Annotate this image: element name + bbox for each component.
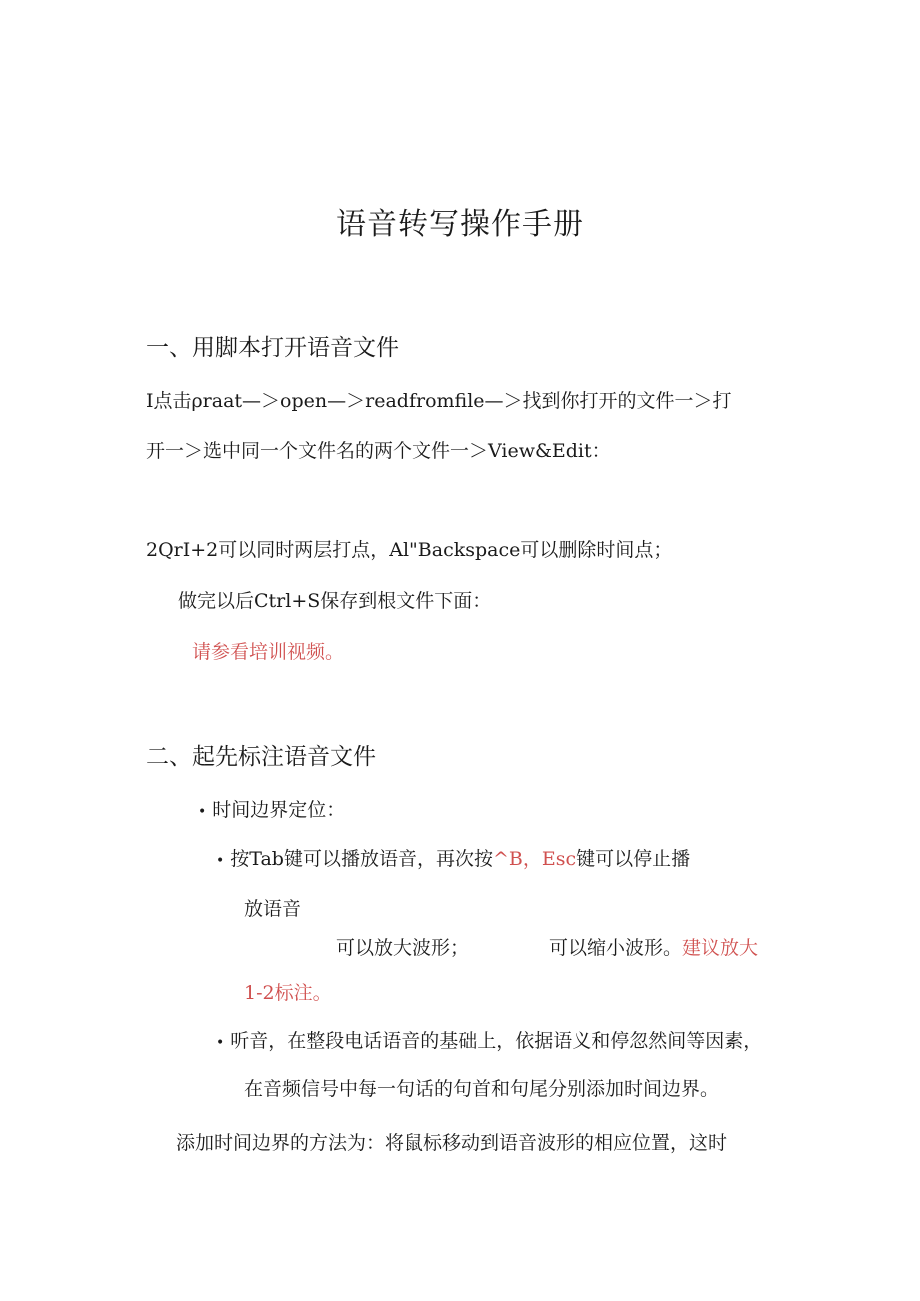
section1-note: 请参看培训视频。	[192, 641, 345, 663]
playback-continuation: 放语音	[244, 898, 302, 920]
section1-line1: I点击ρraat—＞open—＞readfromfile—＞找到你打开的文件一＞打	[146, 390, 732, 412]
section1-line4: 做完以后Ctrl+S保存到根文件下面：	[178, 590, 492, 612]
suggestion-continuation: 1-2标注。	[244, 982, 332, 1004]
bullet-icon: •	[216, 853, 225, 869]
section1-heading: 一、用脚本打开语音文件	[146, 335, 399, 361]
bullet-text: 时间边界定位：	[212, 799, 346, 821]
page-title: 语音转写操作手册	[336, 207, 584, 242]
bullet-icon: •	[198, 804, 207, 820]
listening-continuation: 在音频信号中每一句话的句首和句尾分别添加时间边界。	[244, 1078, 720, 1100]
shortcut-highlight: ^B，Esc	[492, 848, 577, 870]
bullet-text: 听音，在整段电话语音的基础上，依据语义和停忽然间等因素，	[230, 1030, 763, 1052]
bullet-item-boundary	[198, 797, 345, 825]
method-line: 添加时间边界的方法为：将鼠标移动到语音波形的相应位置，这时	[176, 1132, 728, 1154]
bullet-icon: •	[216, 1035, 225, 1051]
zoom-in-text: 可以放大波形；	[336, 937, 470, 959]
zoom-out-line	[549, 935, 758, 961]
suggestion-text: 建议放大	[682, 937, 759, 959]
bullet-text-b: 键可以停止播	[576, 848, 691, 870]
bullet-text-a: 按Tab键可以播放语音，再次按	[230, 848, 493, 870]
section1-line3: 2QrI+2可以同时两层打点，Al"Backspace可以删除时间点；	[146, 539, 673, 561]
zoom-out-text: 可以缩小波形。	[549, 937, 683, 959]
section1-line2: 开一＞选中同一个文件名的两个文件一＞View&Edit：	[146, 440, 611, 462]
section2-heading: 二、起先标注语音文件	[146, 744, 376, 770]
bullet-item-playback	[216, 846, 690, 874]
bullet-item-listening	[216, 1028, 762, 1056]
